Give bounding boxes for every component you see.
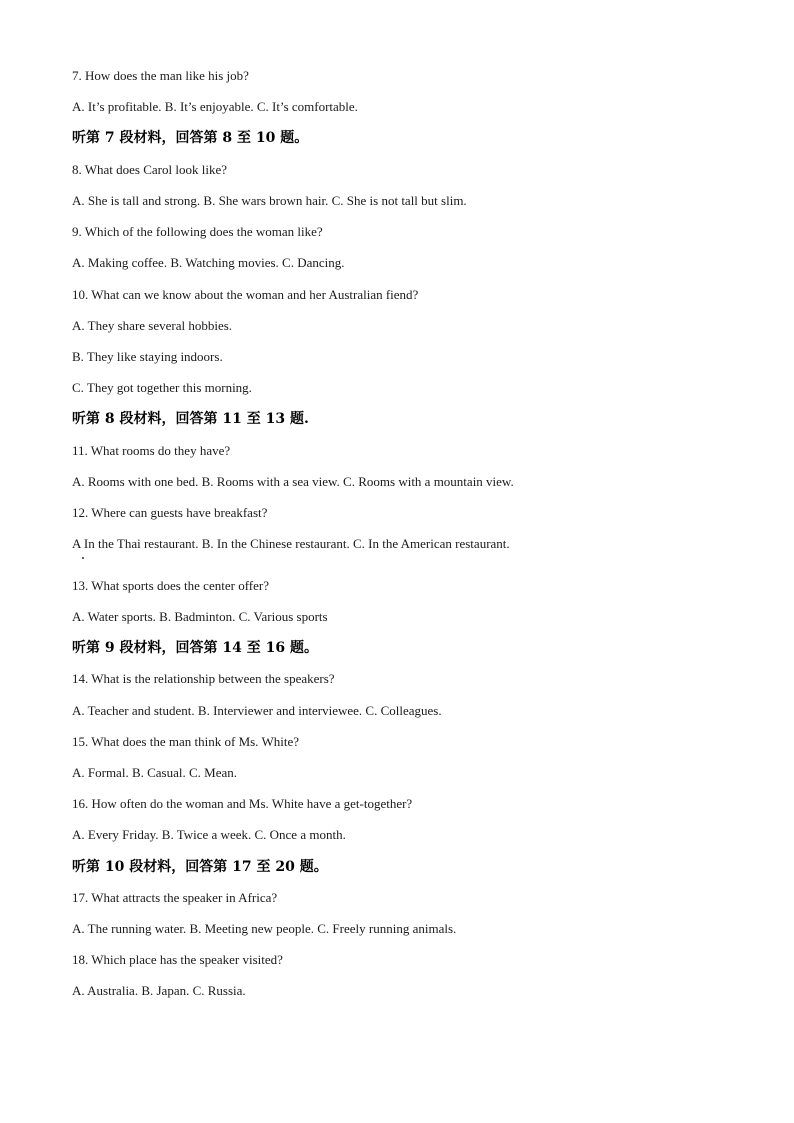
question-9: 9. Which of the following does the woman like? bbox=[72, 224, 323, 239]
options-14: A. Teacher and student. B. Interviewer and interviewee. C. Colleagues. bbox=[72, 703, 442, 718]
section-heading-10: 听第 10 段材料，回答第 17 至 20 题。 bbox=[72, 859, 328, 875]
question-13: 13. What sports does the center offer? bbox=[72, 578, 269, 593]
option-10-c: C. They got together this morning. bbox=[72, 380, 252, 395]
options-11: A. Rooms with one bed. B. Rooms with a sea view. C. Rooms with a mountain view. bbox=[72, 474, 514, 489]
options-17: A. The running water. B. Meeting new people. C. Freely running animals. bbox=[72, 921, 457, 936]
options-13: A. Water sports. B. Badminton. C. Various sports bbox=[72, 609, 328, 624]
options-8: A. She is tall and strong. B. She wars brown hair. C. She is not tall but slim. bbox=[72, 193, 467, 208]
question-16: 16. How often do the woman and Ms. White have a get-together? bbox=[72, 796, 413, 811]
question-12: 12. Where can guests have breakfast? bbox=[72, 505, 268, 520]
options-16: A. Every Friday. B. Twice a week. C. Once a month. bbox=[72, 827, 346, 842]
question-18: 18. Which place has the speaker visited? bbox=[72, 952, 283, 967]
question-17: 17. What attracts the speaker in Africa? bbox=[72, 890, 278, 905]
question-10: 10. What can we know about the woman and her Australian fiend? bbox=[72, 287, 419, 302]
options-12: A In the Thai restaurant. B. In the Chinese restaurant. C. In the American restaurant. bbox=[72, 536, 510, 551]
section-heading-9: 听第 9 段材料，回答第 14 至 16 题。 bbox=[72, 640, 318, 656]
option-10-a: A. They share several hobbies. bbox=[72, 318, 233, 333]
section-heading-7: 听第 7 段材料，回答第 8 至 10 题。 bbox=[72, 130, 309, 146]
stray-dot-mark bbox=[82, 557, 84, 559]
options-7: A. It’s profitable. B. It’s enjoyable. C. It’s comfortable. bbox=[72, 99, 358, 114]
options-18: A. Australia. B. Japan. C. Russia. bbox=[72, 983, 246, 998]
question-11: 11. What rooms do they have? bbox=[72, 443, 231, 458]
options-9: A. Making coffee. B. Watching movies. C. Dancing. bbox=[72, 255, 345, 270]
question-15: 15. What does the man think of Ms. White? bbox=[72, 734, 299, 749]
question-14: 14. What is the relationship between the speakers? bbox=[72, 671, 335, 686]
options-15: A. Formal. B. Casual. C. Mean. bbox=[72, 765, 238, 780]
question-7: 7. How does the man like his job? bbox=[72, 68, 249, 83]
option-10-b: B. They like staying indoors. bbox=[72, 349, 223, 364]
question-8: 8. What does Carol look like? bbox=[72, 162, 228, 177]
section-heading-8: 听第 8 段材料，回答第 11 至 13 题. bbox=[72, 411, 309, 427]
